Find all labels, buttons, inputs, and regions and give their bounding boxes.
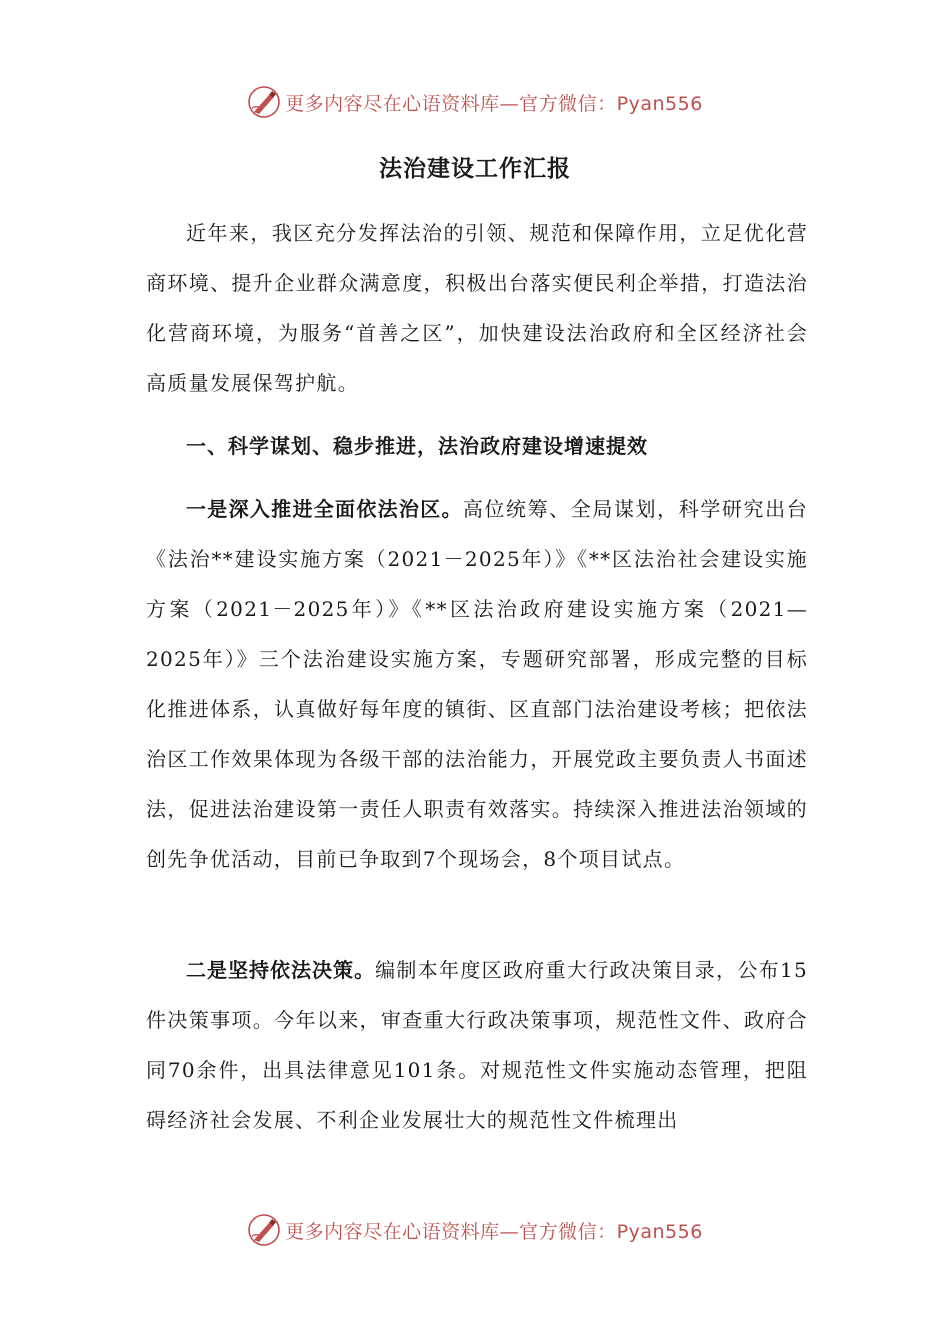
item-1-lead: 一是深入推进全面依法治区。 xyxy=(186,497,463,521)
wechat-id: Pyan556 xyxy=(616,92,703,115)
header-banner xyxy=(0,82,950,122)
section-1 xyxy=(146,421,808,471)
wechat-id: Pyan556 xyxy=(616,1220,703,1243)
item-2 xyxy=(146,945,808,1145)
banner-text xyxy=(285,1217,703,1244)
banner-label: 更多内容尽在心语资料库—官方微信： xyxy=(285,92,617,115)
item-1 xyxy=(146,484,808,884)
footer-banner xyxy=(0,1210,950,1250)
banner-text xyxy=(285,89,703,116)
item-2-paragraph xyxy=(146,945,808,1145)
intro-block xyxy=(146,208,808,408)
banner-label: 更多内容尽在心语资料库—官方微信： xyxy=(285,1220,617,1243)
intro-paragraph: 近年来，我区充分发挥法治的引领、规范和保障作用，立足优化营商环境、提升企业群众满意度，积极出台落实便民利企举措，打造法治化营商环境，为服务“首善之区”，加快建设法治政府和全区经济社会高质量发展保驾护航。 xyxy=(146,221,808,395)
pen-logo-icon xyxy=(247,1213,281,1247)
item-1-body: 高位统筹、全局谋划，科学研究出台《法治**建设实施方案（2021－2025年）》《**区法治社会建设实施方案（2021－2025年）》《**区法治政府建设实施方案（2021—2025年）》三个法治建设实施方案，专题研究部署，形成完整的目标化推进体系，认真做好每年度的镇街、区直部门法治建设考核；把依法治区工作效果体现为各级干部的法治能力，开展党政主要负责人书面述法，促进法治建设第一责任人职责有效落实。持续深入推进法治领域的创先争优活动，目前已争取到7个现场会，8个项目试点。 xyxy=(146,497,808,871)
item-2-lead: 二是坚持依法决策。 xyxy=(186,958,376,982)
document-title: 法治建设工作汇报 xyxy=(379,156,571,182)
section-heading: 一、科学谋划、稳步推进，法治政府建设增速提效 xyxy=(186,434,648,458)
pen-logo-icon xyxy=(247,85,281,119)
item-1-paragraph xyxy=(146,484,808,884)
item-2-body: 编制本年度区政府重大行政决策目录，公布15件决策事项。今年以来，审查重大行政决策事项，规范性文件、政府合同70余件，出具法律意见101条。对规范性文件实施动态管理，把阻碍经济社会发展、不利企业发展壮大的规范性文件梳理出 xyxy=(146,958,809,1132)
